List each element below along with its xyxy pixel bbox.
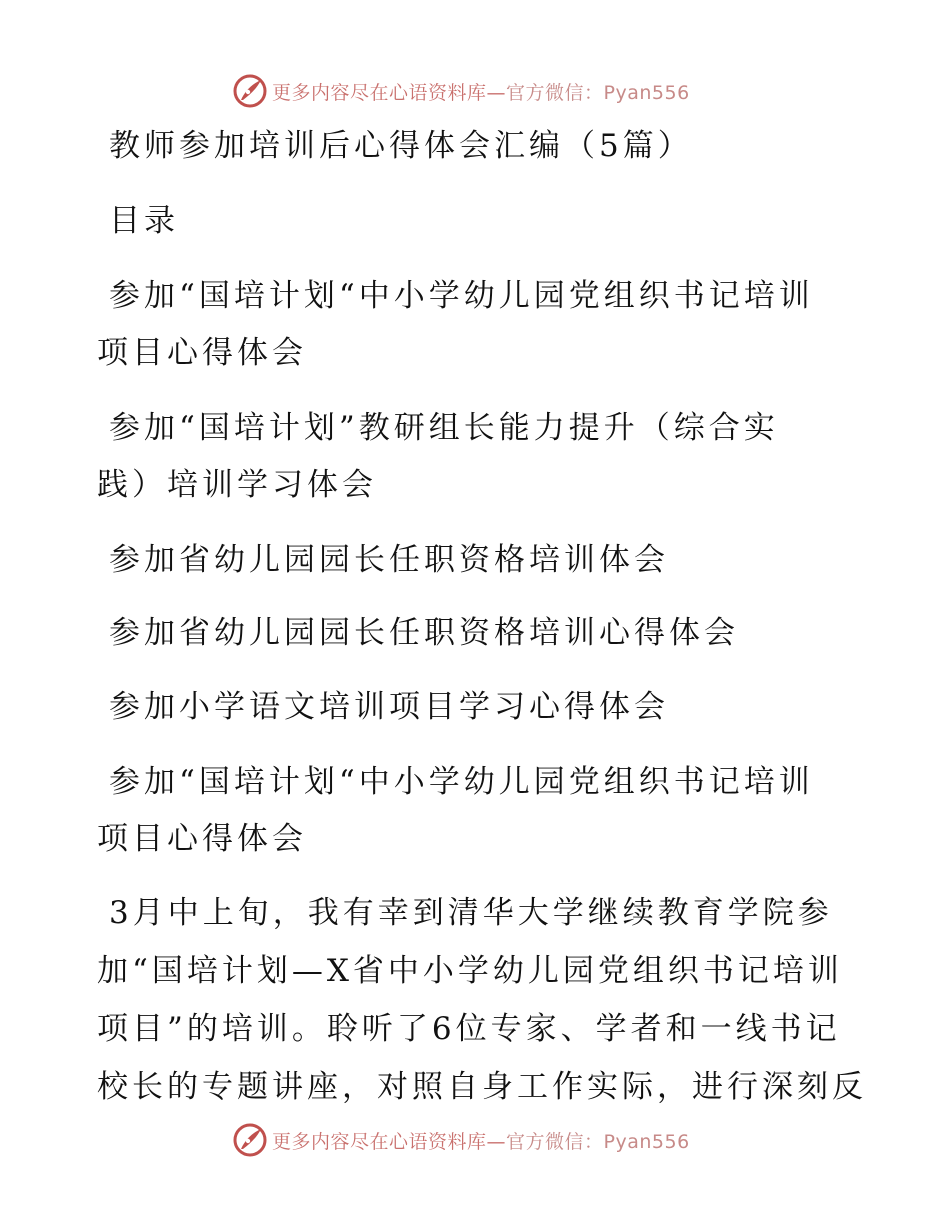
quill-logo-icon	[232, 73, 268, 109]
header-watermark	[232, 71, 690, 111]
section-heading: 参加“国培计划“中小学幼儿园党组织书记培训	[109, 764, 814, 800]
toc-entry-5: 参加小学语文培训项目学习心得体会	[109, 689, 669, 725]
toc-entry-2-continued: 践）培训学习体会	[97, 467, 377, 503]
footer-watermark	[232, 1120, 690, 1160]
toc-entry-1-continued: 项目心得体会	[97, 335, 307, 371]
toc-entry-3: 参加省幼儿园园长任职资格培训体会	[109, 542, 669, 578]
body-line-2: 加“国培计划—X省中小学幼儿园党组织书记培训	[97, 953, 843, 989]
body-line-4: 校长的专题讲座，对照自身工作实际，进行深刻反	[97, 1069, 867, 1105]
section-heading-continued: 项目心得体会	[97, 821, 307, 857]
document-title: 教师参加培训后心得体会汇编（5篇）	[109, 128, 693, 164]
body-line-1: 3月中上旬，我有幸到清华大学继续教育学院参	[109, 895, 833, 931]
watermark-text: 更多内容尽在心语资料库—官方微信：Pyan556	[272, 81, 690, 104]
body-line-3: 项目”的培训。聆听了6位专家、学者和一线书记	[97, 1011, 841, 1047]
toc-entry-1: 参加“国培计划“中小学幼儿园党组织书记培训	[109, 278, 814, 314]
toc-heading: 目录	[109, 203, 179, 239]
watermark-text: 更多内容尽在心语资料库—官方微信：Pyan556	[272, 1130, 690, 1153]
quill-logo-icon	[232, 1122, 268, 1158]
toc-entry-2: 参加“国培计划”教研组长能力提升（综合实	[109, 410, 779, 446]
toc-entry-4: 参加省幼儿园园长任职资格培训心得体会	[109, 615, 739, 651]
